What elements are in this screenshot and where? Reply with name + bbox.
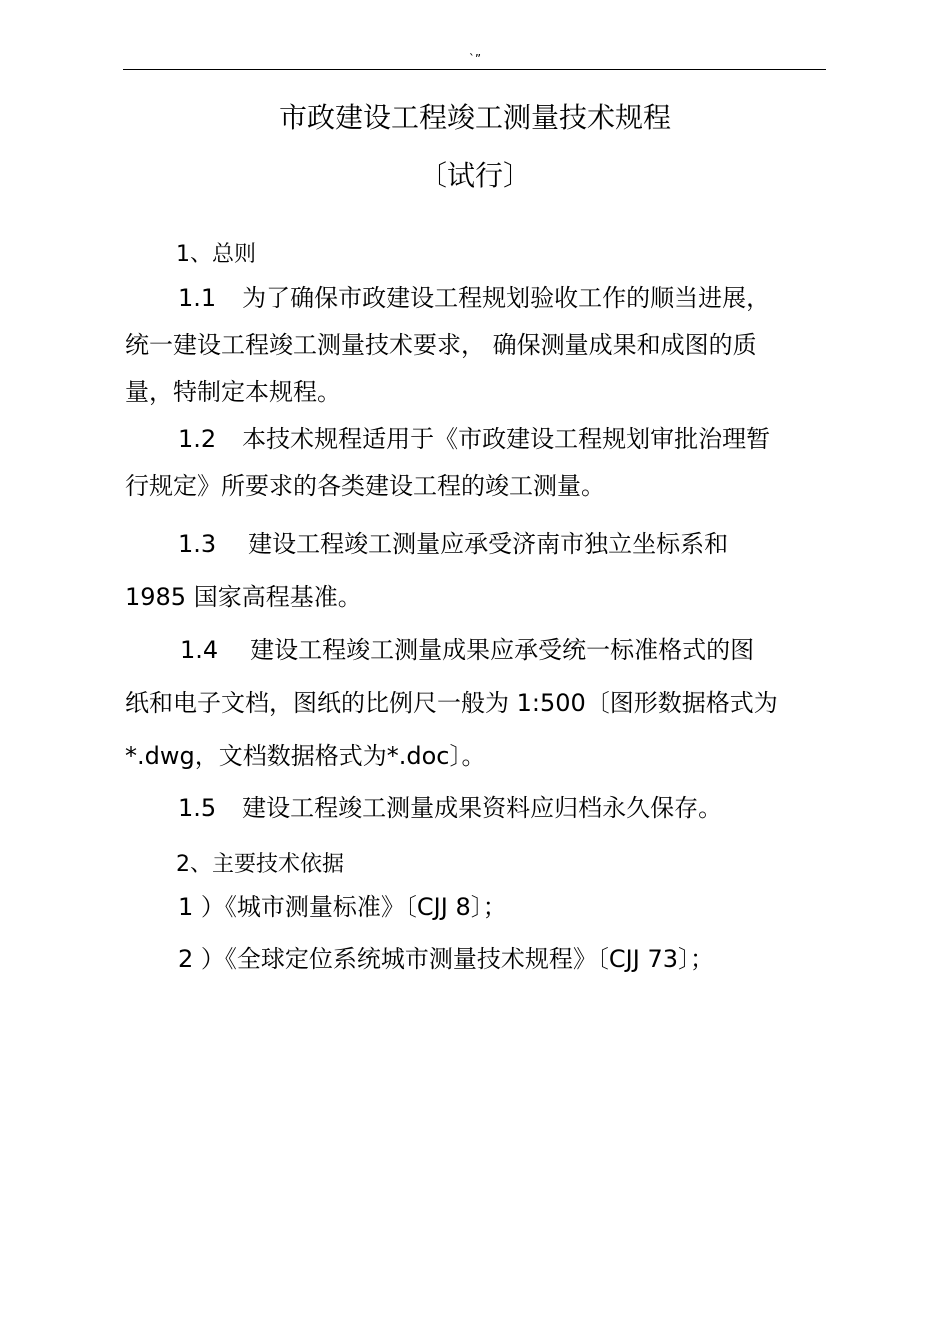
clause-1-4-first-line bbox=[180, 634, 754, 666]
clause-1-3-first-line bbox=[178, 528, 728, 560]
clause-1-1-number: 1.1 bbox=[178, 284, 217, 312]
clause-1-5-text: 建设工程竣工测量成果资料应归档永久保存。 bbox=[242, 794, 723, 822]
header-rule bbox=[123, 69, 826, 70]
clause-1-1-line-3: 量，特制定本规程。 bbox=[125, 378, 341, 406]
clause-1-3-line-2: 1985 国家高程基准。 bbox=[125, 583, 362, 611]
reference-item: 1 ）《城市测量标准》〔CJJ 8〕； bbox=[178, 893, 507, 921]
document-subtitle: 〔试行〕 bbox=[418, 159, 531, 192]
header-mark: `” bbox=[468, 52, 482, 66]
clause-1-4-text: 建设工程竣工测量成果应承受统一标准格式的图 bbox=[250, 636, 755, 664]
clause-1-5-first-line bbox=[178, 792, 722, 824]
clause-1-1-line-2: 统一建设工程竣工测量技术要求， 确保测量成果和成图的质 bbox=[125, 331, 757, 359]
section-1-heading: 1、总则 bbox=[176, 242, 256, 267]
clause-1-4-line-2: 纸和电子文档，图纸的比例尺一般为 1:500〔图形数据格式为 bbox=[125, 689, 778, 717]
clause-1-4-line-3: *.dwg，文档数据格式为*.doc〕。 bbox=[125, 742, 486, 770]
reference-item: 2 ）《全球定位系统城市测量技术规程》〔CJJ 73〕； bbox=[178, 945, 714, 973]
clause-1-2-first-line bbox=[178, 423, 770, 455]
clause-1-2-number: 1.2 bbox=[178, 425, 217, 453]
clause-1-3-number: 1.3 bbox=[178, 530, 217, 558]
clause-1-5-number: 1.5 bbox=[178, 794, 217, 822]
clause-1-4-number: 1.4 bbox=[180, 636, 219, 664]
clause-1-2-text: 本技术规程适用于《市政建设工程规划审批治理暂 bbox=[242, 425, 771, 453]
clause-1-2-line-2: 行规定》所要求的各类建设工程的竣工测量。 bbox=[125, 472, 605, 500]
clause-1-1-first-line bbox=[178, 282, 770, 314]
clause-1-1-text: 为了确保市政建设工程规划验收工作的顺当进展， bbox=[242, 284, 771, 312]
section-2-heading: 2、主要技术依据 bbox=[176, 852, 344, 877]
clause-1-3-text: 建设工程竣工测量应承受济南市独立坐标系和 bbox=[248, 530, 729, 558]
document-title: 市政建设工程竣工测量技术规程 bbox=[278, 101, 671, 134]
